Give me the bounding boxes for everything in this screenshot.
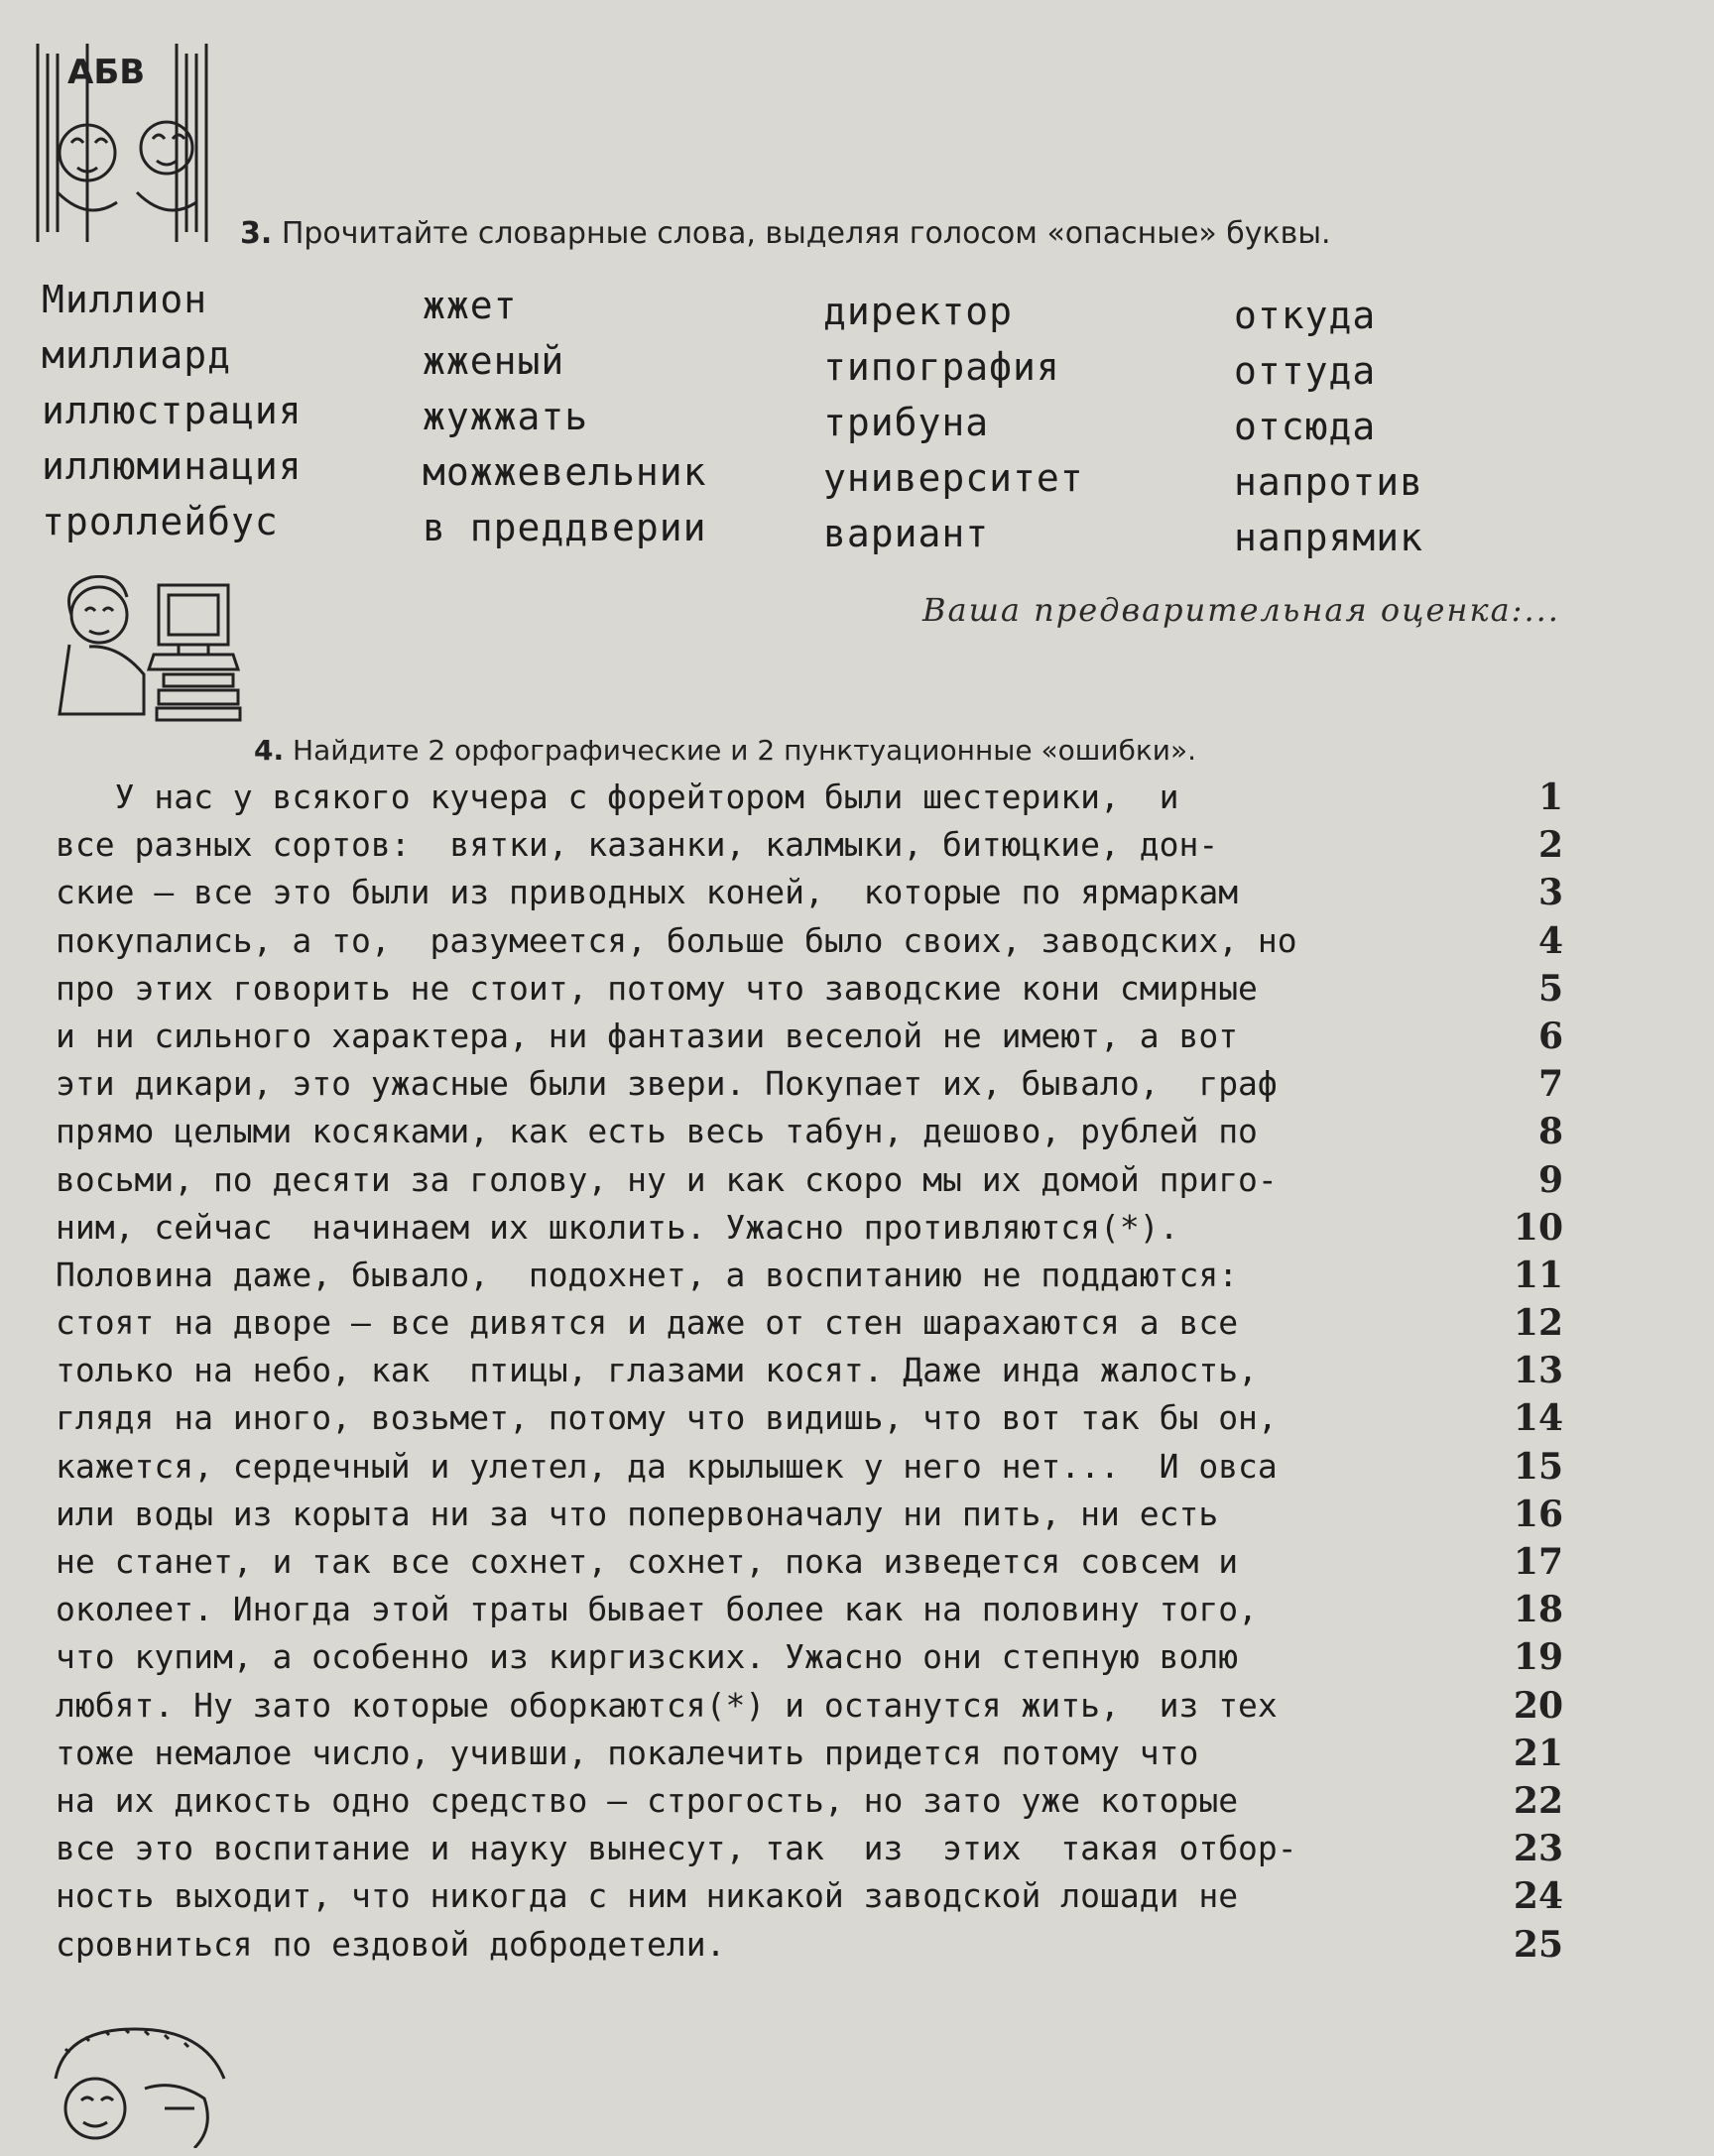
line-text: эти дикари, это ужасные были звери. Покупает их, бывало, граф bbox=[56, 1064, 1278, 1104]
line-text: не станет, и так все сохнет, сохнет, пока изведется совсем и bbox=[56, 1542, 1239, 1581]
text-line bbox=[56, 1156, 1563, 1204]
word: отсюда bbox=[1234, 405, 1377, 448]
word: троллейбус bbox=[42, 500, 279, 543]
word: иллюминация bbox=[42, 444, 303, 488]
word: жжет bbox=[423, 284, 518, 327]
word: жженый bbox=[423, 339, 565, 383]
line-number: 12 bbox=[1513, 1302, 1563, 1345]
text-line bbox=[56, 1633, 1563, 1681]
line-text: ность выходит, что никогда с ним никакой заводской лошади не bbox=[56, 1876, 1239, 1916]
text-line bbox=[56, 1921, 1563, 1969]
line-number: 17 bbox=[1513, 1541, 1563, 1583]
word: в преддверии bbox=[423, 506, 707, 549]
line-number: 11 bbox=[1513, 1254, 1563, 1296]
exercise-3-number: 3. bbox=[240, 216, 273, 251]
line-text: или воды из корыта ни за что попервоначалу ни пить, ни есть bbox=[56, 1494, 1219, 1533]
line-text: глядя на иного, возьмет, потому что видишь, что вот так бы он, bbox=[56, 1398, 1278, 1438]
line-number: 10 bbox=[1513, 1206, 1563, 1249]
line-text: все это воспитание и науку вынесут, так из этих такая отбор- bbox=[56, 1829, 1297, 1868]
line-number: 8 bbox=[1537, 1111, 1563, 1153]
word-column-4 bbox=[1234, 288, 1423, 565]
text-line bbox=[56, 869, 1563, 916]
text-line bbox=[56, 1013, 1563, 1060]
line-number: 14 bbox=[1513, 1397, 1563, 1440]
line-text: околеет. Иногда этой траты бывает более как на половину того, bbox=[56, 1590, 1258, 1629]
line-number: 1 bbox=[1537, 777, 1563, 818]
line-text: покупались, а то, разумеется, больше было своих, заводских, но bbox=[56, 920, 1297, 960]
line-text: стоят на дворе — все дивятся и даже от стен шарахаются а все bbox=[56, 1303, 1239, 1343]
text-line bbox=[56, 821, 1563, 869]
line-number: 7 bbox=[1537, 1063, 1563, 1106]
line-text: на их дикость одно средство — строгость, но зато уже которые bbox=[56, 1780, 1239, 1820]
line-number: 24 bbox=[1513, 1875, 1563, 1918]
line-text: ские — все это были из приводных коней, которые по ярмаркам bbox=[56, 873, 1239, 912]
text-line bbox=[56, 1204, 1563, 1252]
word: жужжать bbox=[423, 395, 589, 438]
line-text: тоже немалое число, учивши, покалечить придется потому что bbox=[56, 1733, 1199, 1772]
line-text: про этих говорить не стоит, потому что заводские кони смирные bbox=[56, 968, 1258, 1008]
text-line bbox=[56, 1347, 1563, 1394]
text-line bbox=[56, 965, 1563, 1013]
line-number: 16 bbox=[1513, 1493, 1563, 1535]
line-number: 2 bbox=[1537, 824, 1563, 867]
word: напротив bbox=[1234, 460, 1424, 504]
line-number: 18 bbox=[1513, 1589, 1563, 1631]
word: типография bbox=[823, 345, 1060, 389]
exercise-3-instruction bbox=[240, 216, 1331, 251]
line-text: только на небо, как птицы, глазами косят. Даже инда жалость, bbox=[56, 1351, 1258, 1390]
text-line bbox=[56, 774, 1563, 821]
line-text: У нас у всякого кучера с форейтором были шестерики, и bbox=[56, 778, 1179, 816]
line-number: 23 bbox=[1513, 1828, 1563, 1870]
text-line bbox=[56, 1108, 1563, 1155]
word: напрямик bbox=[1234, 516, 1424, 559]
exercise-4-instruction bbox=[254, 734, 1196, 767]
text-line bbox=[56, 1872, 1563, 1920]
line-text: что купим, а особенно из киргизских. Ужасно они степную волю bbox=[56, 1637, 1239, 1677]
line-text: сровниться по ездовой добродетели. bbox=[56, 1924, 726, 1964]
text-line bbox=[56, 1586, 1563, 1633]
kids-letters-illustration bbox=[28, 44, 226, 242]
text-line bbox=[56, 1252, 1563, 1299]
kid-computer-illustration bbox=[50, 575, 248, 724]
line-text: прямо целыми косяками, как есть весь табун, дешово, рублей по bbox=[56, 1112, 1258, 1151]
text-line bbox=[56, 1491, 1563, 1538]
word-column-2 bbox=[423, 278, 707, 555]
word: откуда bbox=[1234, 294, 1377, 337]
word: вариант bbox=[823, 512, 990, 555]
line-text: любят. Ну зато которые оборкаются(*) и останутся жить, из тех bbox=[56, 1685, 1278, 1725]
line-number: 9 bbox=[1537, 1158, 1563, 1201]
line-number: 25 bbox=[1513, 1923, 1563, 1966]
line-text: ним, сейчас начинаем их школить. Ужасно противляются(*). bbox=[56, 1207, 1179, 1247]
text-line bbox=[56, 1538, 1563, 1586]
line-number: 5 bbox=[1537, 967, 1563, 1010]
text-line bbox=[56, 1299, 1563, 1347]
preliminary-estimate: Ваша предварительная оценка:... bbox=[922, 591, 1560, 629]
exercise-4-number: 4. bbox=[254, 734, 285, 767]
text-line bbox=[56, 1443, 1563, 1491]
text-line bbox=[56, 1825, 1563, 1872]
line-number: 21 bbox=[1513, 1732, 1563, 1774]
line-number: 13 bbox=[1513, 1350, 1563, 1392]
kids-bottom-illustration bbox=[36, 2019, 234, 2148]
word: оттуда bbox=[1234, 349, 1377, 393]
line-text: восьми, по десяти за голову, ну и как скоро мы их домой приго- bbox=[56, 1159, 1278, 1199]
word: трибуна bbox=[823, 401, 990, 444]
line-text: Половина даже, бывало, подохнет, а воспитанию не поддаются: bbox=[56, 1255, 1239, 1294]
exercise-4-text-block bbox=[56, 774, 1563, 1969]
text-line bbox=[56, 1682, 1563, 1730]
word-column-3 bbox=[823, 284, 1084, 561]
letters-art: АБВ bbox=[67, 53, 146, 92]
text-line bbox=[56, 1777, 1563, 1825]
text-line bbox=[56, 1060, 1563, 1108]
word: университет bbox=[823, 456, 1084, 500]
word: миллиард bbox=[42, 333, 232, 377]
text-line bbox=[56, 917, 1563, 965]
word: Миллион bbox=[42, 278, 208, 321]
exercise-4-text: Найдите 2 орфографические и 2 пунктуационные «ошибки». bbox=[293, 734, 1196, 767]
line-number: 6 bbox=[1537, 1015, 1563, 1057]
line-text: кажется, сердечный и улетел, да крылышек у него нет... И овса bbox=[56, 1446, 1278, 1486]
text-line bbox=[56, 1730, 1563, 1777]
line-text: и ни сильного характера, ни фантазии веселой не имеют, а вот bbox=[56, 1016, 1239, 1055]
word: иллюстрация bbox=[42, 389, 303, 432]
line-number: 15 bbox=[1513, 1445, 1563, 1488]
exercise-3-text: Прочитайте словарные слова, выделяя голосом «опасные» буквы. bbox=[281, 216, 1331, 251]
text-line bbox=[56, 1394, 1563, 1442]
line-number: 22 bbox=[1513, 1779, 1563, 1822]
line-number: 4 bbox=[1537, 919, 1563, 962]
line-number: 3 bbox=[1537, 872, 1563, 914]
line-text: все разных сортов: вятки, казанки, калмыки, битюцкие, дон- bbox=[56, 825, 1219, 865]
word-column-1 bbox=[42, 272, 303, 549]
word: можжевельник bbox=[423, 450, 707, 494]
line-number: 20 bbox=[1513, 1684, 1563, 1727]
word: директор bbox=[823, 290, 1014, 333]
line-number: 19 bbox=[1513, 1636, 1563, 1679]
